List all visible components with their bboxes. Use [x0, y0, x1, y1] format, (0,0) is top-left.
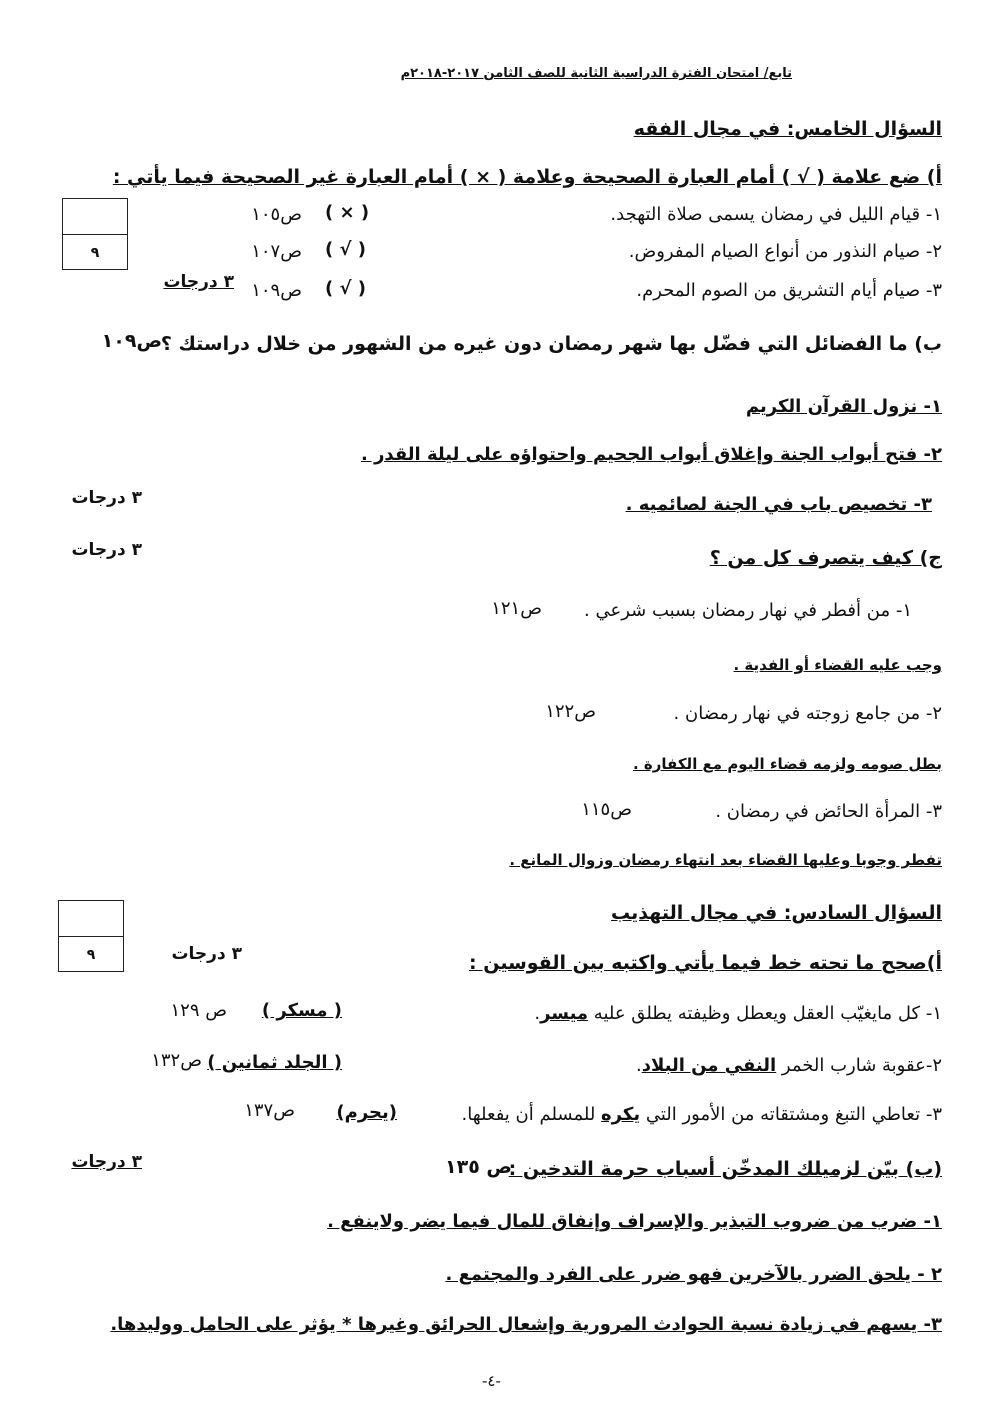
q5-a-item-text: ١- قيام الليل في رمضان يسمى صلاة التهجد.: [610, 204, 942, 225]
q5-score-value: ٩: [63, 234, 127, 270]
q5-title: السؤال الخامس: في مجال الفقه: [633, 118, 942, 140]
q5-a-item-ref: ص١٠٧: [251, 241, 302, 262]
q6-a-marks: ٣ درجات: [171, 944, 242, 964]
q5-a-prompt: أ) ضع علامة ( √ ) أمام العبارة الصحيحة وعلامة ( × ) أمام العبارة غير الصحيحة فيما يأتي :: [112, 166, 942, 188]
q6-a-prompt: [469, 952, 942, 974]
q5-c-item-text: ١- من أفطر في نهار رمضان بسبب شرعي .: [584, 600, 912, 621]
page-header: تابع/ امتحان الفترة الدراسية الثانية للصف الثامن ٢٠١٧-٢٠١٨م: [400, 66, 792, 81]
q6-b-prompt-text: (ب) بيّن لزميلك المدخّن أسباب حرمة التدخين :: [508, 1158, 942, 1180]
q5-c-item-answer: بطل صومه ولزمه قضاء اليوم مع الكفارة .: [633, 755, 942, 773]
q5-a-item-ref: ص١٠٥: [251, 204, 302, 225]
q5-c-item-ref: ص١١٥: [581, 799, 632, 820]
q6-b-marks: ٣ درجات: [71, 1152, 142, 1172]
q6-a-item-underlined: ميسر: [540, 1003, 589, 1024]
q6-b-answer: ١- ضرب من ضروب التبذير والإسراف وإنفاق للمال فيما يضر ولاينفع .: [327, 1211, 942, 1232]
q5-b-answer: ٣- تخصيص باب في الجنة لصائميه .: [625, 494, 932, 515]
q6-a-item-ref: ص ١٢٩: [170, 1000, 227, 1021]
q6-a-item-before: ٣- تعاطي التبغ ومشتقاته من الأمور التي: [640, 1104, 942, 1125]
page-number: -٤-: [482, 1372, 501, 1390]
q6-a-item-text: [462, 1104, 942, 1125]
q6-a-item-answer: (يحرم): [336, 1102, 397, 1123]
q5-a-item-mark: ( √ ): [325, 239, 366, 260]
q5-b-prompt: ب) ما الفضائل التي فضّل بها شهر رمضان دون غيره من الشهور من خلال دراستك ؟: [160, 333, 942, 355]
q5-c-item-answer: وجب عليه القضاء أو الفدية .: [733, 656, 942, 674]
q5-a-item-text: ٢- صيام النذور من أنواع الصيام المفروض.: [628, 241, 942, 262]
q5-c-item-ref: ص١٢١: [491, 598, 542, 619]
q5-c-item-text: ٢- من جامع زوجته في نهار رمضان .: [673, 703, 942, 724]
q5-c-item-ref: ص١٢٢: [545, 701, 596, 722]
q6-a-prompt-text: أ)صحح ما تحته خط فيما يأتي واكتبه بين القوسين :: [469, 952, 942, 974]
q6-score-value: ٩: [59, 936, 123, 972]
q6-a-item-ref: ص١٣٢: [151, 1050, 202, 1071]
q5-a-item-ref: ص١٠٩: [251, 280, 302, 301]
q5-c-marks: ٣ درجات: [71, 540, 142, 560]
q6-a-item-after: .: [534, 1003, 541, 1024]
q6-a-item-text: [534, 1003, 942, 1024]
q6-b-answer: ٢ - يلحق الضرر بالآخرين فهو ضرر على الفرد والمجتمع .: [445, 1264, 942, 1285]
q6-a-item-underlined: يكره: [601, 1104, 641, 1125]
q6-a-item-before: ١- كل مايغيّب العقل ويعطل وظيفته يطلق عليه: [588, 1003, 942, 1024]
q5-score-box: [62, 198, 128, 270]
q6-title: السؤال السادس: في مجال التهذيب: [611, 902, 942, 924]
q5-c-item-answer: تفطر وجوبا وعليها القضاء بعد انتهاء رمضان وزوال المانع .: [509, 851, 942, 869]
q6-a-item-underlined: النفي من البلاد: [641, 1055, 777, 1076]
q5-b-marks: ٣ درجات: [71, 488, 142, 508]
q6-a-item-after: للمسلم أن يفعلها.: [461, 1104, 602, 1125]
q5-b-answer: ١- نزول القرآن الكريم: [745, 396, 942, 417]
q6-score-box: [58, 900, 124, 972]
q5-b-answer: ٢- فتح أبواب الجنة وإغلاق أبواب الجحيم واحتواؤه على ليلة القدر .: [360, 444, 942, 465]
q6-a-item-after: .: [635, 1055, 642, 1076]
q5-b-ref: ص١٠٩: [101, 330, 162, 352]
q5-a-item-mark: ( √ ): [325, 278, 366, 299]
q5-a-item-mark: ( × ): [325, 202, 370, 223]
q6-a-item-ref: ص١٣٧: [244, 1100, 295, 1121]
q5-a-marks: ٣ درجات: [163, 272, 234, 292]
q5-c-item-text: ٣- المرأة الحائض في رمضان .: [715, 801, 942, 822]
q6-b-ref: ص ١٣٥: [445, 1156, 512, 1178]
q5-c-prompt: ج) كيف يتصرف كل من ؟: [709, 547, 942, 569]
q6-a-item-answer: ( مسكر ): [261, 1000, 342, 1021]
q6-a-item-answer: ( الجلد ثمانين ): [207, 1052, 342, 1073]
q6-b-prompt: [509, 1158, 942, 1180]
q6-b-answer: ٣- يسهم في زيادة نسبة الحوادث المرورية وإشعال الحرائق وغيرها * يؤثر على الحامل ووليدها.: [110, 1314, 942, 1335]
q6-a-item-text: [636, 1055, 942, 1076]
q5-a-item-text: ٣- صيام أيام التشريق من الصوم المحرم.: [636, 280, 942, 301]
q6-a-item-before: ٢-عقوبة شارب الخمر: [776, 1055, 942, 1076]
